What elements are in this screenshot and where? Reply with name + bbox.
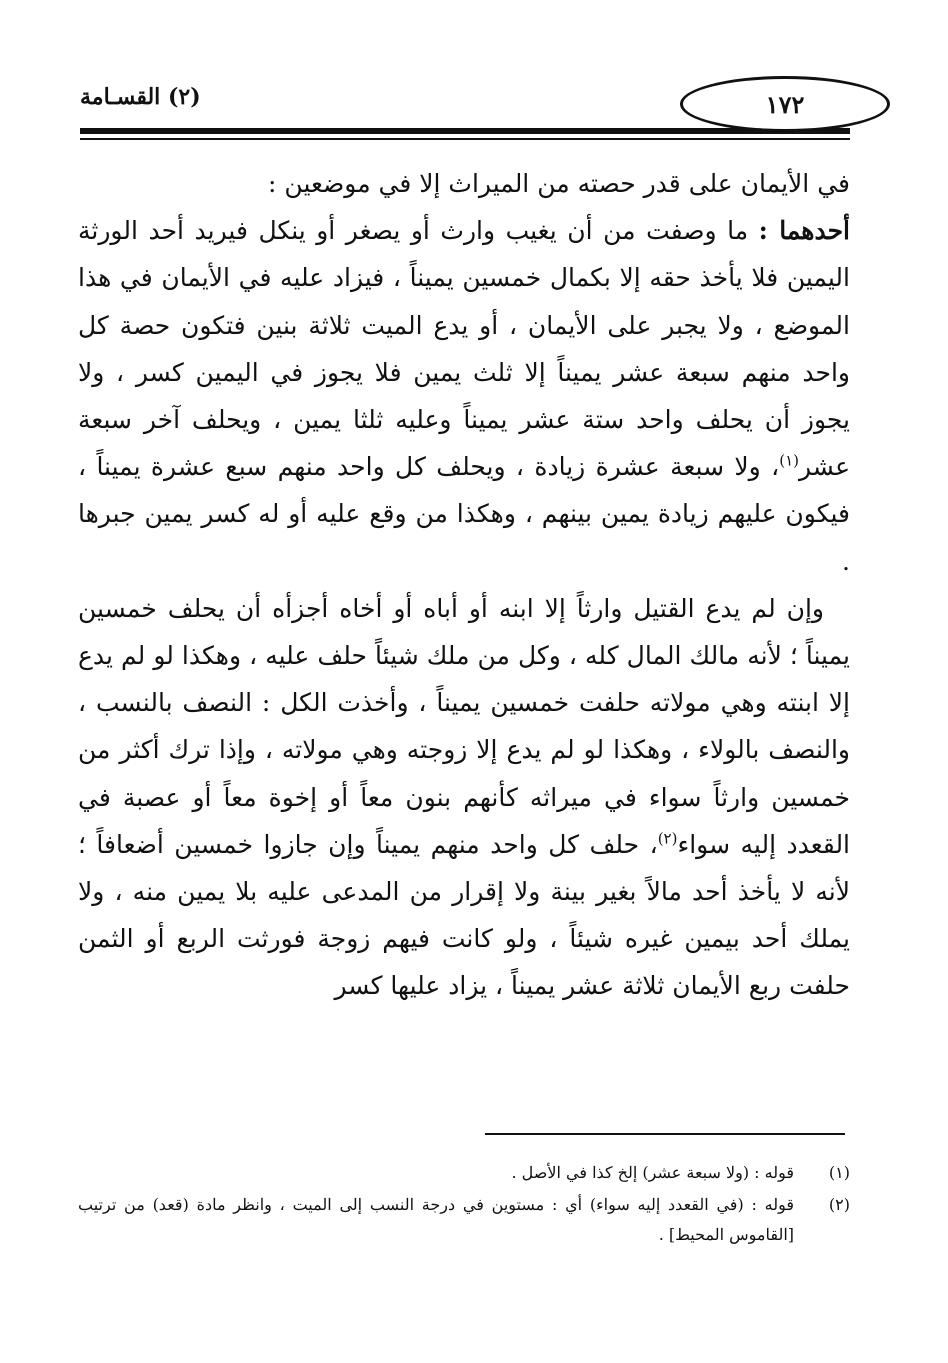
footnote-1-number: (١) (828, 1163, 850, 1182)
footnote-1-text: قوله : (ولا سبعة عشر) إلخ كذا في الأصل . (511, 1163, 794, 1182)
paragraph-3-text-b: ، حلف كل واحد منهم يميناً وإن جازوا خمسين أضعافاً ؛ لأنه لا يأخذ أحد مالاً بغير بينة ولا إقرار من المدعى عليه بلا يمين منه ، ولا يملك أحد بيمين غيره شيئاً ، ولو كانت فيهم زوجة فورثت الربع أو الثمن حلفت ربع الأيمان ثلاثة عشر يميناً ، يزاد عليها كسر (78, 829, 850, 1001)
footnote-2-text: قوله : (في القعدد إليه سواء) أي : مستوين في درجة النسب إلى الميت ، وانظر مادة (قعد) من ترتيب [القاموس المحيط] . (78, 1195, 794, 1244)
paragraph-1 (78, 160, 850, 207)
main-text (78, 160, 850, 1010)
paragraph-2-text-a: ما وصفت من أن يغيب وارث أو يصغر أو ينكل فيريد أحد الورثة اليمين فلا يأخذ حقه إلا بكمال خمسين يميناً ، فيزاد عليه في الأيمان في هذا الموضع ، ولا يجبر على الأيمان ، أو يدع الميت ثلاثة بنين فتكون حصة كل واحد منهم سبعة عشر يميناً إلا ثلث يمين فلا يجوز في اليمين كسر ، ولا يجوز أن يحلف واحد ستة عشر يميناً وعليه ثلثا يمين ، ويحلف آخر سبعة عشر (78, 216, 851, 482)
footnote-separator (485, 1133, 845, 1135)
footnote-2 (78, 1190, 850, 1250)
footnotes (78, 1158, 850, 1252)
footnote-marker-1: (١) (779, 451, 799, 470)
paragraph-3 (78, 585, 850, 1010)
chapter-title: (٢) القسـامة (80, 84, 201, 110)
header-rule-thick (80, 128, 850, 134)
paragraph-2-lead: أحدهما : (758, 216, 850, 246)
footnote-1 (78, 1158, 850, 1188)
paragraph-2-text-b: ، ولا سبعة عشرة زيادة ، ويحلف كل واحد منهم سبع عشرة يميناً ، فيكون عليهم زيادة يمين بينهم ، وهكذا من وقع عليه أو له كسر يمين جبرها . (78, 452, 850, 576)
page-number: ١٧٢ (680, 76, 890, 132)
paragraph-1-text: في الأيمان على قدر حصته من الميراث إلا في موضعين : (268, 169, 850, 198)
paragraph-3-text-a: وإن لم يدع القتيل وارثاً إلا ابنه أو أباه أو أخاه أجزأه أن يحلف خمسين يميناً ؛ لأنه مالك المال كله ، وكل من ملك شيئاً حلف عليه ، وهكذا لو لم يدع إلا ابنته وهي مولاته حلفت خمسين يميناً ، وأخذت الكل : النصف بالنسب ، والنصف بالولاء ، وهكذا لو لم يدع إلا زوجته وهي مولاته ، وإذا ترك أكثر من خمسين وارثاً سواء في ميراثه كأنهم بنون معاً أو إخوة معاً أو عصبة في القعدد إليه سواء (78, 593, 851, 859)
footnote-marker-2: (٢) (657, 829, 678, 848)
page-header (80, 70, 850, 150)
footnote-2-number: (٢) (828, 1195, 850, 1214)
header-rule-thin (80, 138, 850, 140)
paragraph-2 (78, 207, 850, 585)
